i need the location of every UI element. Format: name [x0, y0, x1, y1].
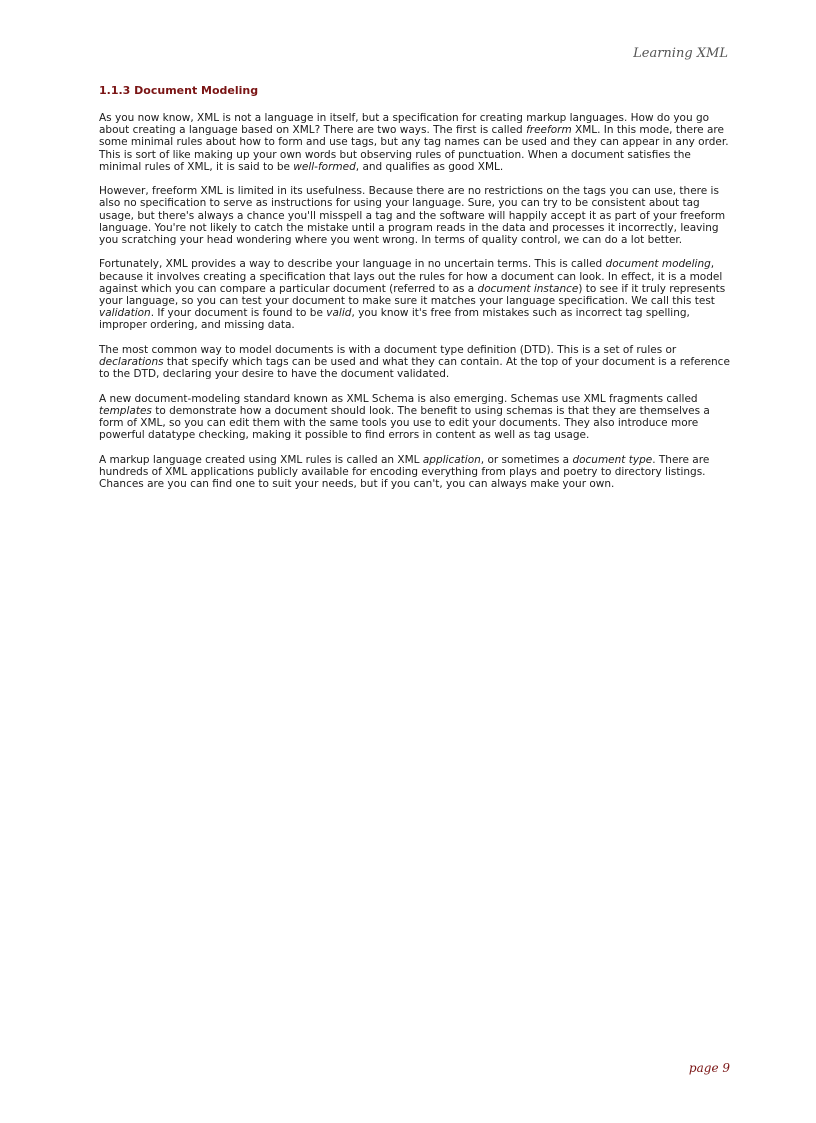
paragraph-document-modeling [99, 258, 731, 331]
term-document-type: document type [572, 453, 653, 466]
term-declarations: declarations [99, 356, 164, 369]
body-text [99, 112, 731, 502]
paragraph-xml-schema [99, 393, 731, 442]
text-run: A markup language created using XML rules is called an XML [99, 453, 423, 466]
text-run: , or sometimes a [480, 453, 573, 466]
text-run: However, freeform XML is limited in its usefulness. Because there are no restrictions on the tags you can use, there is also no specification to serve as instructions for using your language. Sure, you can try to be consistent about tag usage, but there's always a chance you'll misspell a tag and the software will happily accept it as part of your freeform language. You're not likely to catch the mistake until a program reads in the data and processes it incorrectly, leaving you scratching your head wondering where you went wrong. In terms of quality control, we can do a lot better. [99, 185, 726, 247]
text-run: to demonstrate how a document should look. The benefit to using schemas is that they are themselves a form of XML, so you can edit them with the same tools you use to edit your documents. They also introduce more powerful datatype checking, making it possible to find errors in content as well as tag usage. [99, 404, 710, 442]
paragraph-xml-application [99, 454, 731, 491]
text-run: The most common way to model documents is with a document type definition (DTD). This is a set of rules or [99, 343, 677, 356]
term-application: application [422, 453, 481, 466]
text-run: As you now know, XML is not a language in itself, but a specification for creating markup languages. How do you go about creating a language based on XML? There are two ways. The first is called [99, 112, 710, 137]
term-validation: validation [99, 307, 151, 320]
text-run: ) to see if it truly represents your language, so you can test your document to make sure it matches your language specification. We call this test [99, 282, 726, 308]
term-freeform: freeform [526, 124, 572, 137]
term-well-formed: well-formed [293, 160, 356, 173]
paragraph-limitations [99, 185, 731, 246]
term-valid: valid [326, 307, 352, 320]
text-run: . If your document is found to be [150, 307, 327, 320]
text-run: , you know it's free from mistakes such as incorrect tag spelling, improper ordering, and missing data. [99, 307, 690, 332]
page-number: page 9 [688, 1061, 730, 1075]
text-run: Fortunately, XML provides a way to describe your language in no uncertain terms. This is called [99, 258, 606, 271]
text-run: , and qualifies as good XML. [355, 160, 504, 173]
paragraph-dtd [99, 344, 731, 381]
section-heading: 1.1.3 Document Modeling [99, 84, 259, 97]
running-header-title: Learning XML [633, 46, 728, 61]
text-run: . There are hundreds of XML applications publicly available for encoding everything from plays and poetry to directory listings. Chances are you can find one to suit your needs, but if you can't, you can always make your own. [99, 453, 710, 491]
text-run: that specify which tags can be used and what they can contain. At the top of your document is a reference to the DTD, declaring your desire to have the document validated. [99, 356, 730, 381]
term-templates: templates [99, 404, 152, 417]
term-document-instance: document instance [477, 282, 579, 295]
paragraph-freeform [99, 112, 731, 173]
text-run: , because it involves creating a specification that lays out the rules for how a document can look. In effect, it is a model against which you can compare a particular document (referred to as a [99, 258, 723, 295]
text-run: XML. In this mode, there are some minimal rules about how to form and use tags, but any tag names can be used and they can appear in any order. This is sort of like making up your own words but observing rules of punctuation. When a document satisfies the minimal rules of XML, it is said to be [99, 124, 729, 173]
term-document-modeling: document modeling [605, 258, 711, 271]
text-run: A new document-modeling standard known as XML Schema is also emerging. Schemas use XML fragments called [99, 392, 698, 405]
